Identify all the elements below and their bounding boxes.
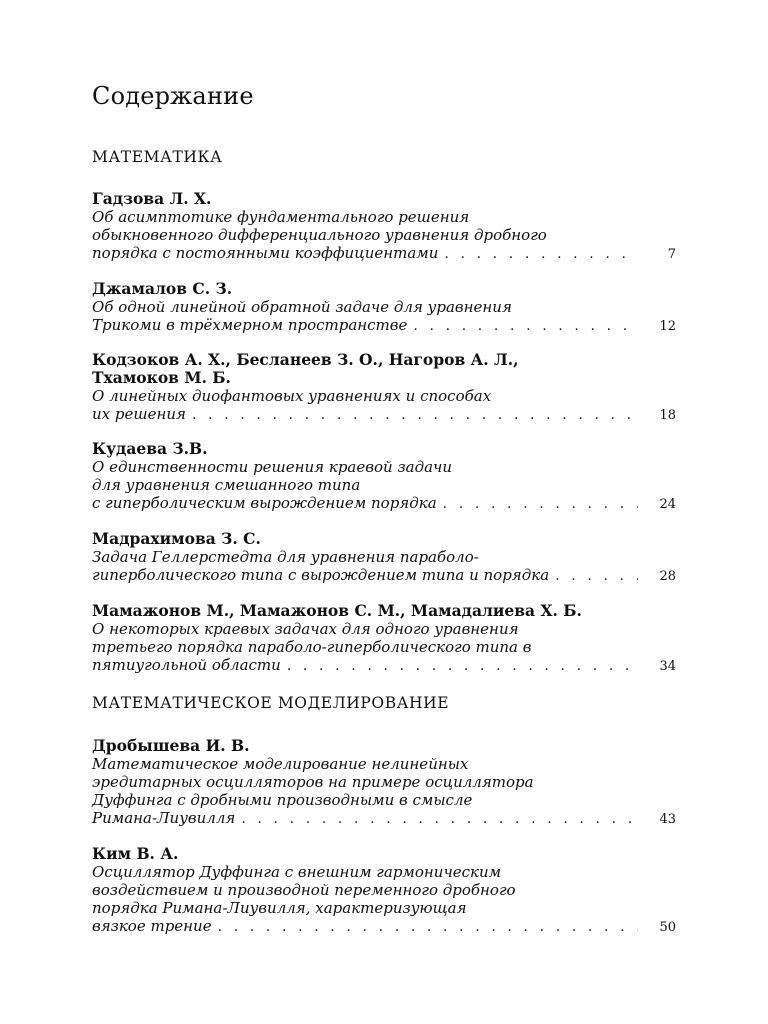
dot-leader [443, 496, 638, 512]
entry-title-line: О линейных диофантовых уравнениях и способах [92, 387, 492, 405]
dot-leader [413, 318, 638, 334]
entry-title-line: Задача Геллерстедта для уравнения параболо- [92, 548, 479, 566]
entry-title-line: эредитарных осцилляторов на примере осциллятора [92, 773, 534, 791]
entry-title-line: порядка Римана-Лиувилля, характеризующая [92, 899, 467, 917]
toc-entry[interactable] [92, 737, 676, 827]
entry-page-number: 43 [659, 812, 676, 827]
entry-title-last-line: их решения [92, 405, 186, 423]
entry-authors: Кудаева З.В. [92, 439, 208, 458]
entry-authors: Мадрахимова З. С. [92, 529, 261, 548]
toc-entry[interactable] [92, 602, 676, 674]
dot-leader [555, 568, 638, 584]
entry-title-line: Об одной линейной обратной задаче для уравнения [92, 298, 512, 316]
entry-title-line: Дуффинга с дробными производными в смысле [92, 791, 473, 809]
entry-authors: Мамажонов М., Мамажонов С. М., Мамадалиева Х. Б. [92, 601, 582, 620]
entry-title-line: для уравнения смешанного типа [92, 476, 361, 494]
entry-authors: Тхамоков М. Б. [92, 368, 231, 387]
toc-entry[interactable] [92, 190, 676, 262]
entry-title-line: третьего порядка параболо-гиперболического типа в [92, 638, 532, 656]
entry-title-line: воздействием и производной переменного дробного [92, 881, 516, 899]
entry-page-number: 28 [659, 569, 676, 584]
entry-page-number: 50 [659, 920, 676, 935]
section-heading-mathematics: МАТЕМАТИКА [92, 148, 223, 166]
entry-page-number: 24 [659, 497, 676, 512]
toc-entry[interactable] [92, 440, 676, 512]
entry-title-line: Математическое моделирование нелинейных [92, 755, 469, 773]
entry-title-last-line: Римана-Лиувилля [92, 809, 236, 827]
toc-entry[interactable] [92, 530, 676, 584]
dot-leader [241, 811, 638, 827]
entry-title-last-line: порядка с постоянными коэффициентами [92, 244, 439, 262]
entry-page-number: 7 [667, 247, 676, 262]
entry-authors: Дробышева И. В. [92, 736, 250, 755]
entry-title-line: обыкновенного дифференциального уравнения дробного [92, 226, 547, 244]
entry-title-line: Об асимптотике фундаментального решения [92, 208, 470, 226]
section-heading-mathematical-modeling: МАТЕМАТИЧЕСКОЕ МОДЕЛИРОВАНИЕ [92, 694, 450, 712]
dot-leader [444, 246, 638, 262]
dot-leader [192, 407, 638, 423]
entry-title-last-line: пятиугольной области [92, 656, 281, 674]
toc-entry[interactable] [92, 845, 676, 935]
toc-entry[interactable] [92, 351, 676, 423]
toc-entry[interactable] [92, 280, 676, 334]
page-title: Содержание [92, 82, 254, 110]
dot-leader [287, 658, 638, 674]
entry-title-line: Осциллятор Дуффинга с внешним гармоническим [92, 863, 502, 881]
entry-authors: Джамалов С. З. [92, 279, 233, 298]
entry-authors: Кодзоков А. Х., Бесланеев З. О., Нагоров А. Л., [92, 350, 519, 369]
entry-page-number: 18 [659, 408, 676, 423]
entry-title-last-line: Трикоми в трёхмерном пространстве [92, 316, 408, 334]
entry-title-last-line: с гиперболическим вырождением порядка [92, 494, 437, 512]
entry-page-number: 12 [659, 319, 676, 334]
entry-page-number: 34 [659, 659, 676, 674]
entry-title-last-line: вязкое трение [92, 917, 212, 935]
entry-authors: Ким В. А. [92, 844, 179, 863]
entry-title-line: О единственности решения краевой задачи [92, 458, 453, 476]
entry-authors: Гадзова Л. Х. [92, 189, 212, 208]
entry-title-line: О некоторых краевых задачах для одного уравнения [92, 620, 519, 638]
dot-leader [218, 919, 638, 935]
entry-title-last-line: гиперболического типа с вырождением типа и порядка [92, 566, 550, 584]
